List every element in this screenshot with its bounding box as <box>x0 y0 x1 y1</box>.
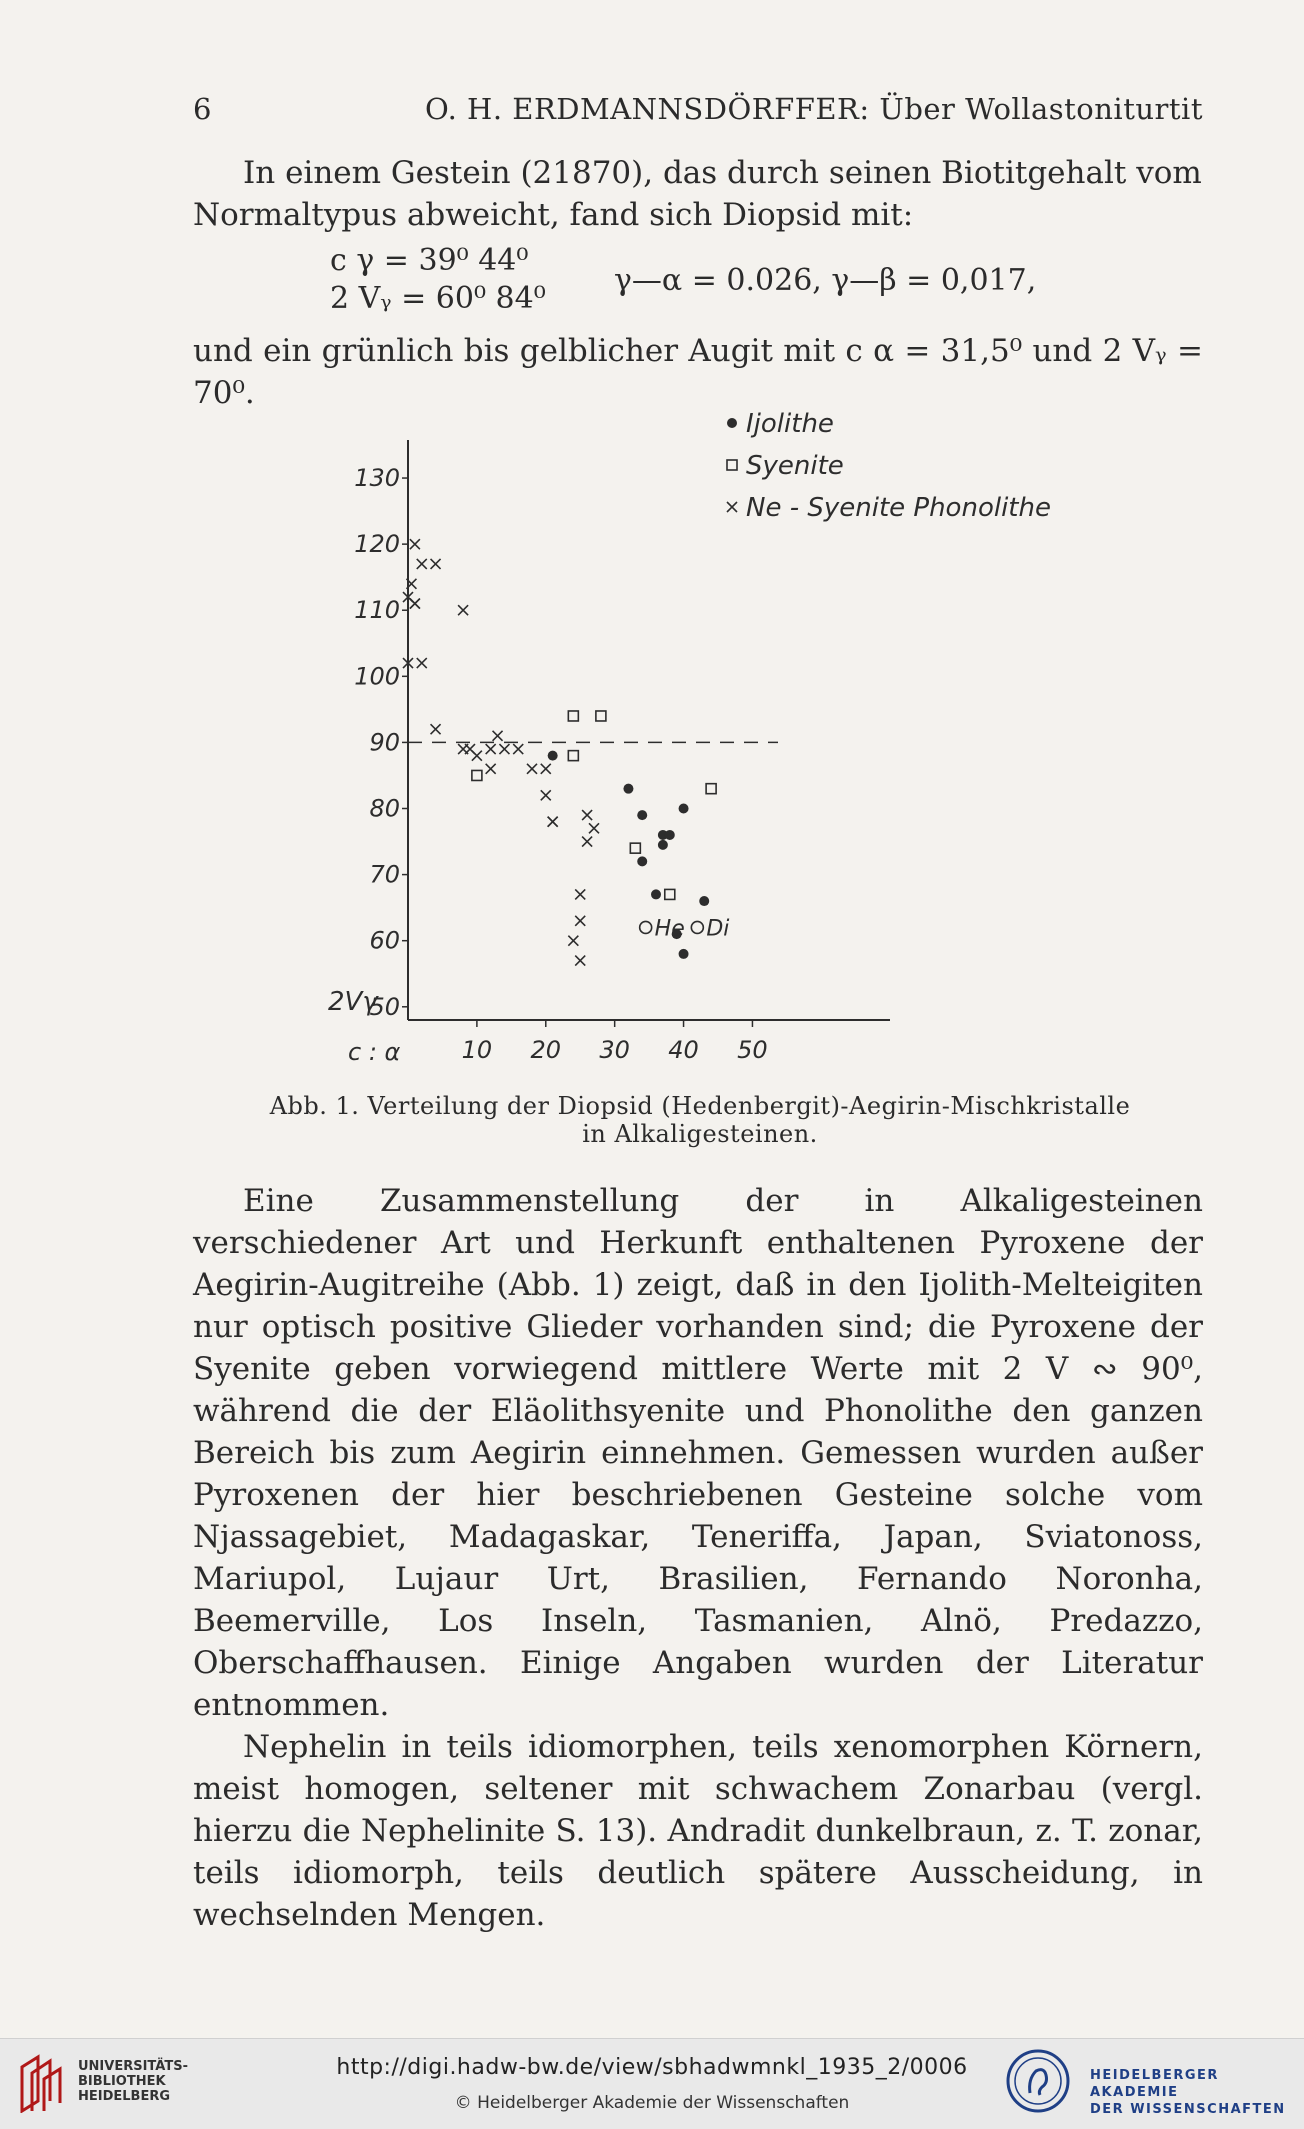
legend-label-2: Ne - Syenite Phonolithe <box>746 493 1051 523</box>
data-point-cross-16 <box>499 744 509 754</box>
x-tick-label-50: 50 <box>737 1036 768 1064</box>
annotation-marker-Di <box>691 921 703 933</box>
legend-label-0: Ijolithe <box>746 409 834 439</box>
data-point-square-6 <box>665 889 675 899</box>
formula-block <box>330 242 1037 318</box>
data-point-cross-20 <box>541 764 551 774</box>
x-tick-label-10: 10 <box>461 1036 493 1064</box>
caption-line-2: in Alkaligesteinen. <box>582 1120 818 1148</box>
annotation-label-Di: Di <box>706 916 730 942</box>
annotation-label-He: He <box>654 916 685 942</box>
y-tick-label-110: 110 <box>354 596 400 625</box>
x-tick-label-40: 40 <box>668 1036 699 1064</box>
data-point-cross-7 <box>458 605 468 615</box>
data-point-filled-circle-2 <box>637 810 647 820</box>
academy-name: HEIDELBERGER AKADEMIE DER WISSENSCHAFTEN <box>1090 2068 1286 2117</box>
scatter-chart <box>320 400 1100 1080</box>
data-point-filled-circle-6 <box>658 840 668 850</box>
data-point-cross-15 <box>493 731 503 741</box>
data-point-cross-24 <box>582 810 592 820</box>
data-point-cross-1 <box>417 559 427 569</box>
running-head: O. H. ERDMANNSDÖRFFER: Über Wollastoniturtit <box>425 92 1203 126</box>
data-point-cross-13 <box>472 751 482 761</box>
formula-row-1: c γ = 39⁰ 44⁰ <box>330 243 529 278</box>
data-point-square-3 <box>568 751 578 761</box>
body-paragraph-2: Nephelin in teils idiomorphen, teils xenomorphen Körnern, meist homogen, seltener mit schwachem Zonarbau (vergl. hierzu die Nephelinite S. 13). Andradit dunkelbraun, z. T. zonar, teils idiomorph, teils deutlich spätere Ausscheidung, in wechselnden Mengen. <box>193 1729 1203 1933</box>
permalink-url[interactable]: http://digi.hadw-bw.de/view/sbhadwmnkl_1935_2/0006 <box>336 2055 968 2080</box>
y-tick-label-70: 70 <box>369 860 400 889</box>
page-header <box>193 92 1203 132</box>
university-library-name: UNIVERSITÄTS- BIBLIOTHEK HEIDELBERG <box>78 2059 188 2104</box>
y-tick-label-100: 100 <box>354 662 400 691</box>
data-point-cross-26 <box>582 837 592 847</box>
data-point-filled-circle-11 <box>679 949 689 959</box>
data-point-filled-circle-9 <box>699 896 709 906</box>
y-tick-label-80: 80 <box>369 794 400 823</box>
data-point-cross-10 <box>431 724 441 734</box>
data-point-cross-18 <box>486 764 496 774</box>
augit-text: und ein grünlich bis gelblicher Augit mit c α = 31,5⁰ und 2 Vᵧ = 70⁰. <box>193 333 1203 411</box>
data-point-filled-circle-3 <box>679 804 689 814</box>
data-point-cross-27 <box>575 889 585 899</box>
y-tick-label-50: 50 <box>369 992 400 1021</box>
intro-line-2: Normaltypus abweicht, fand sich Diopsid mit: <box>193 197 914 233</box>
intro-line-1: In einem Gestein (21870), das durch seinen Biotitgehalt vom <box>243 155 1202 191</box>
y-axis-label: 2Vγ <box>328 987 378 1017</box>
data-point-cross-6 <box>410 599 420 609</box>
legend-label-1: Syenite <box>746 451 844 481</box>
data-point-filled-circle-1 <box>623 784 633 794</box>
academy-seal-icon[interactable] <box>1006 2049 1070 2113</box>
body-paragraph-1: Eine Zusammenstellung der in Alkaligesteinen verschiedener Art und Herkunft enthaltenen Pyroxene der Aegirin-Augitreihe (Abb. 1) zeigt, daß in den Ijolith-Melteigiten nur optisch positive Glieder vorhanden sind; die Pyroxene der Syenite geben vorwiegend mittlere Werte mit 2 V ∾ 90⁰, während die der Eläolithsyenite und Phonolithe den ganzen Bereich bis zum Aegirin einnehmen. Gemessen wurden außer Pyroxenen der hier beschriebenen Gesteine solche vom Njassagebiet, Madagaskar, Teneriffa, Japan, Sviatonoss, Mariupol, Lujaur Urt, Brasilien, Fernando Noronha, Beemerville, Los Inseln, Tasmanien, Alnö, Predazzo, Oberschaffhausen. Einige Angaben wurden der Literatur entnommen. <box>193 1183 1203 1723</box>
data-point-cross-21 <box>541 790 551 800</box>
data-point-filled-circle-5 <box>665 830 675 840</box>
x-tick-label-30: 30 <box>599 1036 630 1064</box>
copyright-notice: © Heidelberger Akademie der Wissenschaften <box>454 2093 850 2113</box>
x-tick-label-20: 20 <box>530 1036 562 1064</box>
data-point-cross-9 <box>417 658 427 668</box>
figure-caption <box>230 1092 1170 1148</box>
annotation-marker-He <box>640 921 652 933</box>
data-point-square-5 <box>630 843 640 853</box>
data-point-cross-0 <box>410 539 420 549</box>
data-point-cross-30 <box>575 956 585 966</box>
data-point-cross-23 <box>548 817 558 827</box>
intro-text <box>193 152 1203 236</box>
y-tick-label-130: 130 <box>354 464 400 493</box>
formula-row-2: 2 Vᵧ = 60⁰ 84⁰ <box>330 281 546 316</box>
data-point-cross-28 <box>575 916 585 926</box>
data-point-square-0 <box>568 711 578 721</box>
x-axis-label: c : α <box>348 1038 401 1066</box>
data-point-filled-circle-7 <box>637 856 647 866</box>
data-point-square-4 <box>706 784 716 794</box>
y-tick-label-90: 90 <box>369 728 400 757</box>
data-point-filled-circle-0 <box>548 751 558 761</box>
data-point-cross-2 <box>431 559 441 569</box>
y-tick-label-120: 120 <box>354 530 400 559</box>
data-point-square-2 <box>472 770 482 780</box>
legend-marker-2 <box>727 502 737 512</box>
data-point-cross-14 <box>486 744 496 754</box>
page-number: 6 <box>193 92 212 126</box>
legend-marker-0 <box>727 418 737 428</box>
data-point-square-1 <box>596 711 606 721</box>
figure-1 <box>320 400 1100 1080</box>
data-point-cross-25 <box>589 823 599 833</box>
formula-side: γ—α = 0.026, γ—β = 0,017, <box>614 263 1037 298</box>
data-point-cross-17 <box>513 744 523 754</box>
data-point-filled-circle-8 <box>651 889 661 899</box>
legend-marker-1 <box>727 460 737 470</box>
footer-bar <box>0 2038 1304 2129</box>
data-point-cross-19 <box>527 764 537 774</box>
caption-line-1: Abb. 1. Verteilung der Diopsid (Hedenbergit)-Aegirin-Mischkristalle <box>269 1092 1131 1120</box>
data-point-cross-29 <box>568 936 578 946</box>
body-text <box>193 1180 1203 1936</box>
y-tick-label-60: 60 <box>369 926 400 955</box>
